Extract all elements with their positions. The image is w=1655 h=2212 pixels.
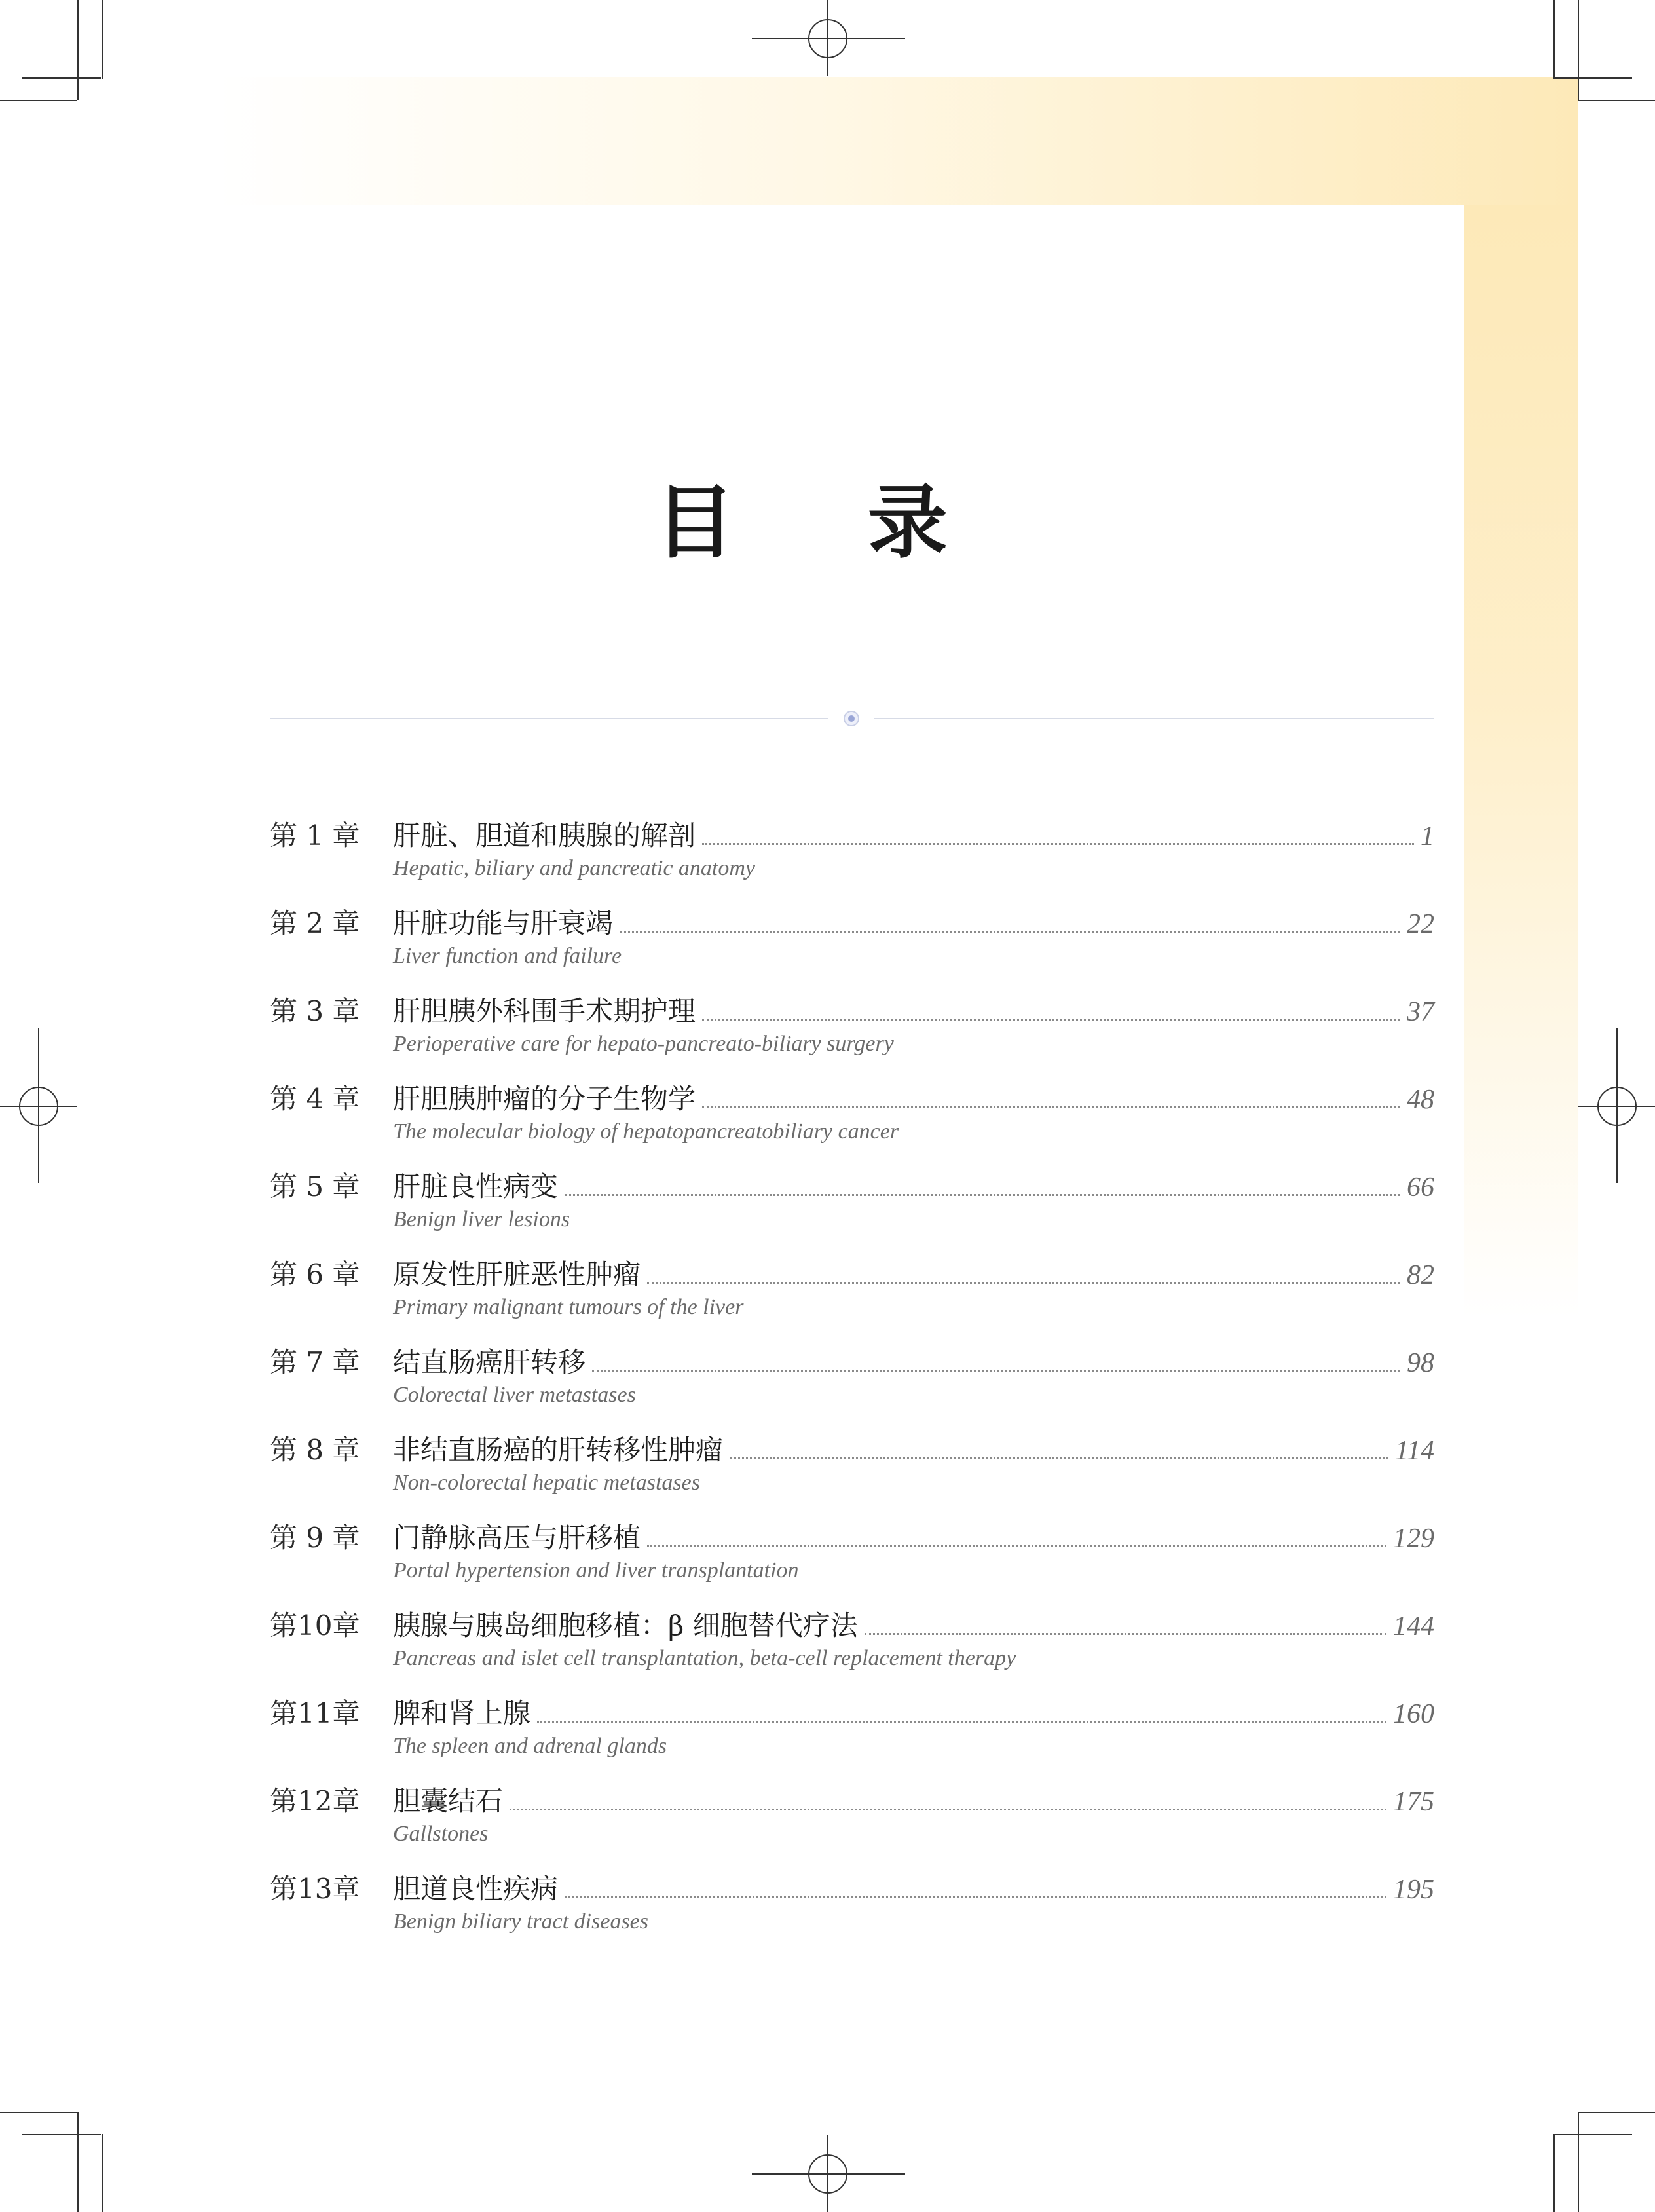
dot-leader bbox=[537, 1720, 1386, 1723]
toc-entry-line bbox=[393, 905, 1434, 942]
toc-entry-line bbox=[393, 1520, 1434, 1556]
toc-entry-line bbox=[393, 993, 1434, 1030]
page-number: 160 bbox=[1393, 1699, 1434, 1729]
chapter-title-cn: 肝胆胰外科围手术期护理 bbox=[393, 995, 696, 1027]
chapter-title-en: The spleen and adrenal glands bbox=[393, 1734, 667, 1758]
page-number: 82 bbox=[1407, 1260, 1434, 1290]
chapter-title-en: Benign liver lesions bbox=[393, 1207, 570, 1231]
chapter-number: 第 9 章 bbox=[270, 1522, 360, 1554]
page-number: 66 bbox=[1407, 1172, 1434, 1203]
chapter-title-cn: 肝脏、胆道和胰腺的解剖 bbox=[393, 819, 696, 852]
dot-leader bbox=[702, 842, 1414, 845]
toc-entry[interactable] bbox=[270, 1520, 1434, 1607]
chapter-number: 第 1 章 bbox=[270, 819, 360, 852]
page-number: 22 bbox=[1407, 909, 1434, 939]
chapter-number: 第 7 章 bbox=[270, 1346, 360, 1378]
toc-entry[interactable] bbox=[270, 1695, 1434, 1783]
toc-entry-line bbox=[393, 1607, 1434, 1644]
chapter-title-en: The molecular biology of hepatopancreatobiliary cancer bbox=[393, 1119, 899, 1144]
chapter-title-en: Perioperative care for hepato-pancreato-biliary surgery bbox=[393, 1032, 894, 1056]
dot-leader bbox=[647, 1281, 1400, 1284]
toc-entry[interactable] bbox=[270, 1607, 1434, 1695]
chapter-number: 第10章 bbox=[270, 1609, 360, 1641]
page-number: 37 bbox=[1407, 997, 1434, 1027]
toc-entry[interactable] bbox=[270, 1871, 1434, 1959]
page-number: 48 bbox=[1407, 1085, 1434, 1115]
toc-entry-line bbox=[393, 1695, 1434, 1732]
chapter-title-cn: 结直肠癌肝转移 bbox=[393, 1346, 586, 1378]
chapter-title-en: Portal hypertension and liver transplantation bbox=[393, 1558, 799, 1583]
toc-entry-line bbox=[393, 1783, 1434, 1820]
dot-leader bbox=[647, 1545, 1386, 1547]
dot-leader bbox=[510, 1808, 1386, 1810]
chapter-number: 第 3 章 bbox=[270, 995, 360, 1027]
toc-entry[interactable] bbox=[270, 1432, 1434, 1520]
toc-entry-line bbox=[393, 1432, 1434, 1469]
toc-entry-line bbox=[393, 1169, 1434, 1205]
page-number: 144 bbox=[1393, 1611, 1434, 1641]
page-title: 目 录 bbox=[655, 475, 1000, 569]
chapter-title-cn: 胆道良性疾病 bbox=[393, 1873, 559, 1905]
divider-ornament bbox=[844, 711, 859, 726]
dot-leader bbox=[620, 930, 1400, 933]
dot-leader bbox=[565, 1896, 1386, 1898]
chapter-number: 第 8 章 bbox=[270, 1434, 360, 1466]
chapter-title-cn: 胆囊结石 bbox=[393, 1785, 504, 1817]
toc-entry-line bbox=[393, 1256, 1434, 1293]
toc-entry-line bbox=[393, 817, 1434, 854]
page-number: 129 bbox=[1393, 1524, 1434, 1554]
toc-entry[interactable] bbox=[270, 1081, 1434, 1169]
chapter-title-cn: 脾和肾上腺 bbox=[393, 1697, 531, 1729]
toc-entry[interactable] bbox=[270, 1783, 1434, 1871]
chapter-title-en: Benign biliary tract diseases bbox=[393, 1909, 649, 1934]
dot-leader bbox=[592, 1369, 1400, 1372]
page-number: 98 bbox=[1407, 1348, 1434, 1378]
dot-leader bbox=[702, 1106, 1400, 1108]
toc-entry[interactable] bbox=[270, 1344, 1434, 1432]
chapter-number: 第11章 bbox=[270, 1697, 360, 1729]
chapter-title-cn: 肝脏功能与肝衰竭 bbox=[393, 907, 614, 939]
chapter-title-cn: 胰腺与胰岛细胞移植：β 细胞替代疗法 bbox=[393, 1609, 858, 1641]
toc-entry-line bbox=[393, 1344, 1434, 1381]
chapter-number: 第12章 bbox=[270, 1785, 360, 1817]
chapter-title-cn: 非结直肠癌的肝转移性肿瘤 bbox=[393, 1434, 724, 1466]
chapter-title-en: Pancreas and islet cell transplantation, beta-cell replacement therapy bbox=[393, 1646, 1016, 1670]
chapter-title-en: Non-colorectal hepatic metastases bbox=[393, 1471, 700, 1495]
decorative-band-top bbox=[216, 77, 1578, 205]
divider-left bbox=[270, 718, 828, 719]
toc-entry[interactable] bbox=[270, 1169, 1434, 1256]
toc-entry[interactable] bbox=[270, 1256, 1434, 1344]
chapter-number: 第13章 bbox=[270, 1873, 360, 1905]
chapter-number: 第 2 章 bbox=[270, 907, 360, 939]
decorative-band-side bbox=[1464, 205, 1578, 1319]
chapter-number: 第 6 章 bbox=[270, 1258, 360, 1290]
chapter-title-cn: 肝脏良性病变 bbox=[393, 1171, 559, 1203]
chapter-title-en: Gallstones bbox=[393, 1822, 489, 1846]
dot-leader bbox=[865, 1632, 1386, 1635]
page-number: 195 bbox=[1393, 1875, 1434, 1905]
chapter-number: 第 5 章 bbox=[270, 1171, 360, 1203]
chapter-title-cn: 原发性肝脏恶性肿瘤 bbox=[393, 1258, 641, 1290]
dot-leader bbox=[702, 1018, 1400, 1021]
chapter-number: 第 4 章 bbox=[270, 1083, 360, 1115]
toc-entry[interactable] bbox=[270, 993, 1434, 1081]
toc-entry[interactable] bbox=[270, 817, 1434, 905]
toc-entry-line bbox=[393, 1871, 1434, 1907]
dot-leader bbox=[730, 1457, 1388, 1459]
chapter-title-en: Liver function and failure bbox=[393, 944, 622, 968]
chapter-title-en: Primary malignant tumours of the liver bbox=[393, 1295, 744, 1319]
chapter-title-cn: 门静脉高压与肝移植 bbox=[393, 1522, 641, 1554]
page-number: 175 bbox=[1393, 1787, 1434, 1817]
divider-right bbox=[874, 718, 1434, 719]
toc-entry-line bbox=[393, 1081, 1434, 1117]
page-number: 114 bbox=[1395, 1436, 1434, 1466]
chapter-title-en: Hepatic, biliary and pancreatic anatomy bbox=[393, 856, 756, 880]
chapter-title-cn: 肝胆胰肿瘤的分子生物学 bbox=[393, 1083, 696, 1115]
toc-entry[interactable] bbox=[270, 905, 1434, 993]
page-number: 1 bbox=[1421, 821, 1434, 852]
dot-leader bbox=[565, 1193, 1400, 1196]
table-of-contents bbox=[270, 817, 1434, 1959]
chapter-title-en: Colorectal liver metastases bbox=[393, 1383, 636, 1407]
